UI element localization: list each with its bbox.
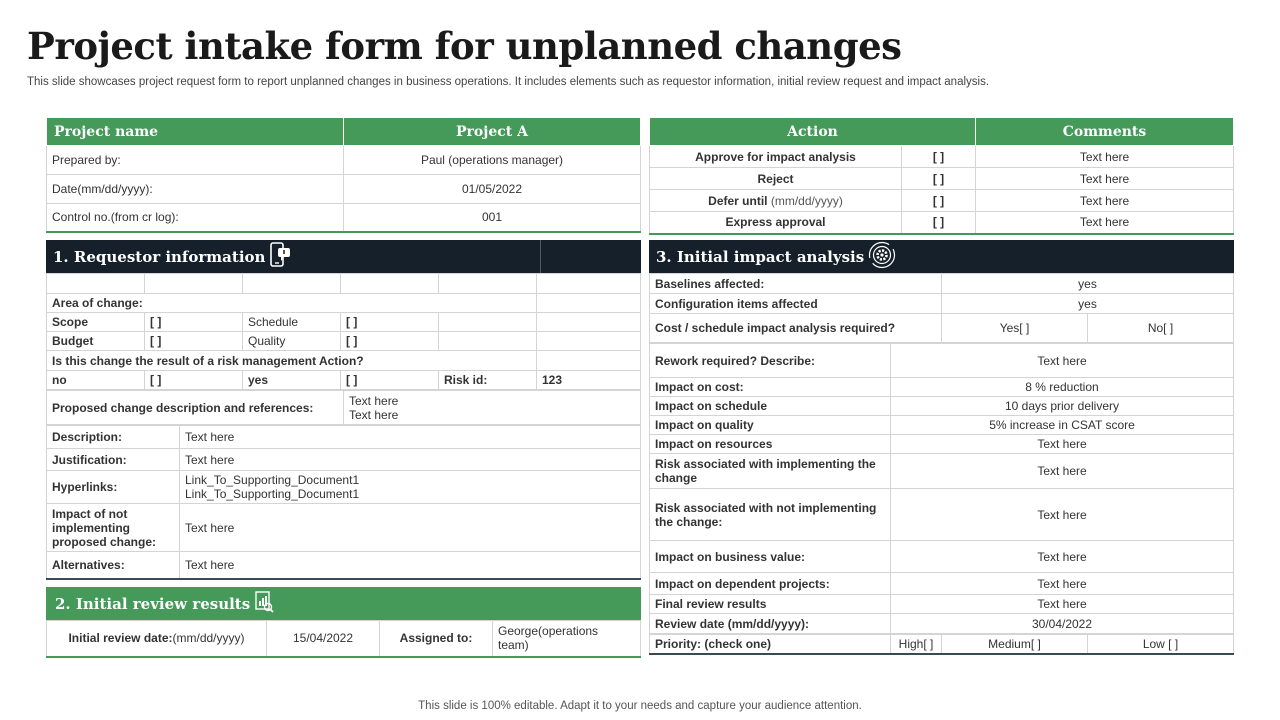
prepared-by-label: Prepared by:: [47, 146, 344, 175]
dependent-projects-label: Impact on dependent projects:: [650, 573, 891, 595]
req-empty-cell: [47, 274, 145, 294]
impact-header: [649, 240, 1234, 273]
risk-not-implementing-value[interactable]: Text here: [891, 489, 1234, 541]
gear-target-icon: [868, 241, 896, 273]
action-approve-comment[interactable]: Text here: [976, 146, 1234, 168]
project-name-header: Project name: [47, 118, 344, 146]
rework-value[interactable]: Text here: [891, 344, 1234, 378]
action-express-comment[interactable]: Text here: [976, 212, 1234, 234]
report-chart-icon: [254, 591, 274, 617]
prepared-by-value[interactable]: Paul (operations manager): [344, 146, 641, 175]
baselines-label: Baselines affected:: [650, 274, 942, 294]
priority-label: Priority: (check one): [650, 635, 891, 654]
review-date-impact-value[interactable]: 30/04/2022: [891, 614, 1234, 634]
description-label: Description:: [47, 426, 180, 449]
impact-section: [649, 240, 1234, 655]
config-items-value[interactable]: yes: [942, 294, 1234, 314]
final-review-label: Final review results: [650, 595, 891, 614]
project-value-header: Project A: [344, 118, 641, 146]
hyperlink-1[interactable]: Link_To_Supporting_Document1: [185, 473, 360, 487]
control-no-value[interactable]: 001: [344, 204, 641, 232]
quality-checkbox[interactable]: [ ]: [341, 332, 439, 351]
impact-title: 3. Initial impact analysis: [656, 247, 865, 266]
risk-yes-checkbox[interactable]: [ ]: [341, 371, 439, 390]
requestor-section: [46, 240, 641, 580]
proposed-change-value[interactable]: Text here Text here: [344, 391, 641, 425]
risk-yes-label: yes: [243, 371, 341, 390]
action-defer-comment[interactable]: Text here: [976, 190, 1234, 212]
impact-resources-label: Impact on resources: [650, 435, 891, 454]
alternatives-value[interactable]: Text here: [180, 552, 641, 579]
description-value[interactable]: Text here: [180, 426, 641, 449]
action-approve-label: Approve for impact analysis: [650, 146, 902, 168]
baselines-value[interactable]: yes: [942, 274, 1234, 294]
priority-low[interactable]: Low [ ]: [1088, 635, 1234, 654]
proposed-change-label: Proposed change description and references:: [47, 391, 344, 425]
page-title: Project intake form for unplanned changes: [27, 24, 902, 68]
business-value-label: Impact on business value:: [650, 541, 891, 573]
impact-schedule-value[interactable]: 10 days prior delivery: [891, 397, 1234, 416]
footer-note: This slide is 100% editable. Adapt it to your needs and capture your audience attention.: [418, 700, 862, 712]
hyperlinks-value[interactable]: [180, 471, 641, 504]
priority-medium[interactable]: Medium[ ]: [942, 635, 1088, 654]
impact-cost-label: Impact on cost:: [650, 378, 891, 397]
comments-header: Comments: [976, 118, 1234, 146]
review-title: 2. Initial review results: [55, 594, 251, 613]
impact-quality-label: Impact on quality: [650, 416, 891, 435]
req-empty-cell: [439, 332, 537, 351]
risk-not-implementing-label: Risk associated with not implementing the change:: [650, 489, 891, 541]
req-empty-cell: [439, 313, 537, 332]
action-header: Action: [650, 118, 976, 146]
req-empty-cell: [341, 274, 439, 294]
scope-label: Scope: [47, 313, 145, 332]
action-defer-label: Defer until (mm/dd/yyyy): [650, 190, 902, 212]
alternatives-label: Alternatives:: [47, 552, 180, 579]
schedule-label: Schedule: [243, 313, 341, 332]
budget-label: Budget: [47, 332, 145, 351]
action-reject-comment[interactable]: Text here: [976, 168, 1234, 190]
requestor-title: 1. Requestor information: [53, 247, 266, 266]
assigned-to-value[interactable]: George(operations team): [493, 621, 641, 657]
action-reject-label: Reject: [650, 168, 902, 190]
mobile-chat-icon: [269, 242, 291, 272]
page-subtitle: This slide showcases project request form to report unplanned changes in business operations. It includes elements such as requestor information, initial review request and impact analysis.: [27, 76, 990, 88]
action-table: [649, 117, 1234, 235]
action-defer-checkbox[interactable]: [ ]: [902, 190, 976, 212]
risk-id-label: Risk id:: [439, 371, 537, 390]
hyperlinks-label: Hyperlinks:: [47, 471, 180, 504]
review-section: [46, 587, 641, 658]
impact-quality-value[interactable]: 5% increase in CSAT score: [891, 416, 1234, 435]
impact-not-implementing-value[interactable]: Text here: [180, 504, 641, 552]
budget-checkbox[interactable]: [ ]: [145, 332, 243, 351]
project-info-table: [46, 117, 641, 233]
action-approve-checkbox[interactable]: [ ]: [902, 146, 976, 168]
area-of-change-label: Area of change:: [47, 294, 537, 313]
risk-id-value[interactable]: 123: [537, 371, 641, 390]
priority-high[interactable]: High[ ]: [891, 635, 942, 654]
risk-no-label: no: [47, 371, 145, 390]
req-empty-cell: [537, 313, 641, 332]
req-empty-cell: [439, 274, 537, 294]
date-label: Date(mm/dd/yyyy):: [47, 175, 344, 204]
requestor-header: [46, 240, 641, 273]
impact-schedule-label: Impact on schedule: [650, 397, 891, 416]
risk-no-checkbox[interactable]: [ ]: [145, 371, 243, 390]
cost-schedule-no[interactable]: No[ ]: [1088, 314, 1234, 343]
req-empty-cell: [243, 274, 341, 294]
risk-implementing-value[interactable]: Text here: [891, 454, 1234, 489]
req-empty-cell: [537, 294, 641, 313]
cost-schedule-yes[interactable]: Yes[ ]: [942, 314, 1088, 343]
action-express-checkbox[interactable]: [ ]: [902, 212, 976, 234]
final-review-value[interactable]: Text here: [891, 595, 1234, 614]
assigned-to-label: Assigned to:: [380, 621, 493, 657]
rework-label: Rework required? Describe:: [650, 344, 891, 378]
action-express-label: Express approval: [650, 212, 902, 234]
justification-label: Justification:: [47, 449, 180, 471]
quality-label: Quality: [243, 332, 341, 351]
business-value-value[interactable]: Text here: [891, 541, 1234, 573]
impact-not-implementing-label: Impact of not implementing proposed change:: [47, 504, 180, 552]
date-value[interactable]: 01/05/2022: [344, 175, 641, 204]
review-date-label: Initial review date:(mm/dd/yyyy): [47, 621, 267, 657]
action-reject-checkbox[interactable]: [ ]: [902, 168, 976, 190]
review-date-value[interactable]: 15/04/2022: [267, 621, 380, 657]
justification-value[interactable]: Text here: [180, 449, 641, 471]
dependent-projects-value[interactable]: Text here: [891, 573, 1234, 595]
cost-schedule-label: Cost / schedule impact analysis required?: [650, 314, 942, 343]
scope-checkbox[interactable]: [ ]: [145, 313, 243, 332]
risk-question-label: Is this change the result of a risk management Action?: [47, 351, 537, 371]
control-no-label: Control no.(from cr log):: [47, 204, 344, 232]
req-empty-cell: [537, 332, 641, 351]
hyperlink-2[interactable]: Link_To_Supporting_Document1: [185, 487, 360, 501]
review-header: [46, 587, 641, 620]
impact-cost-value[interactable]: 8 % reduction: [891, 378, 1234, 397]
req-empty-cell: [145, 274, 243, 294]
req-empty-cell: [537, 351, 641, 371]
risk-implementing-label: Risk associated with implementing the change: [650, 454, 891, 489]
req-empty-cell: [537, 274, 641, 294]
config-items-label: Configuration items affected: [650, 294, 942, 314]
review-date-impact-label: Review date (mm/dd/yyyy):: [650, 614, 891, 634]
schedule-checkbox[interactable]: [ ]: [341, 313, 439, 332]
impact-resources-value[interactable]: Text here: [891, 435, 1234, 454]
